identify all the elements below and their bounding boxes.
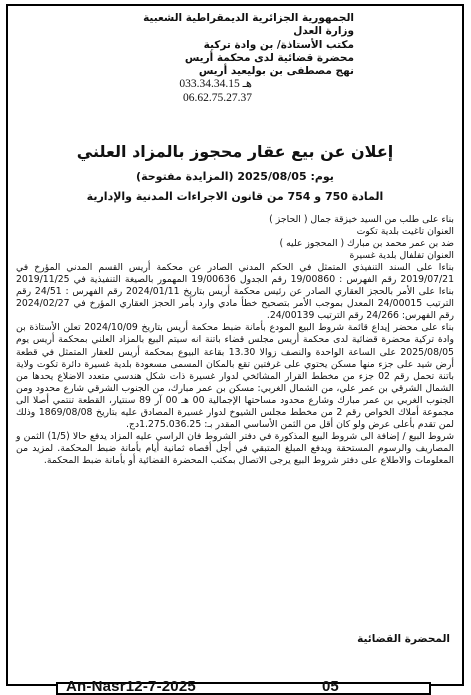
header-mobile: 06.62.75.27.37 (183, 91, 252, 104)
newspaper-name: An-Nasr12-7-2025 (66, 678, 196, 695)
header-ministry: وزارة العدل (293, 25, 354, 38)
enforcement-paragraph: بناءا على السند التنفيذي المتمثل في الحكم المدني الصادر عن محكمة أريس القسم المدني المؤرخ في 2019/07/21 رقم الفهرس : 19/00860 رقم الجدول 19/00636 المهمور بالصيغة التنفيذية في 2019/11/25 بناءا على الأمر بالحجز العقاري الصادر عن رئيس محكمة أريس بتاريخ 2024/01/11 رقم الفهرس : 24/51 رقم الترتيب 24/00015 المعدل بموجب الأمر بتصحيح خطأ مادي وارد بأمر الحجز العقاري المؤرخ في 2024/02/27 رقم الفهرس: 24/266 رقم الترتيب 24/00139. (16, 262, 455, 322)
requester-line: بناء على طلب من السيد خيزقة جمال ( الحاجز ) (269, 214, 454, 225)
notice-body (16, 214, 454, 467)
debtor-address: العنوان تفلفال بلدية غسيرة (349, 250, 454, 262)
notice-title: إعلان عن بيع عقار محجوز بالمزاد العلني (76, 142, 394, 161)
conditions-paragraph: شروط البيع / إضافة الى شروط البيع المذكورة في دفتر الشروط فان الراسي عليه المزاد يدفع حالا (1/5) الثمن و المصاريف والرسوم المستحقة ويدفع المبلغ المتبقي في أجل أقصاه ثمانية أيام بأمانة ضبط المحكمة. لمزيد من المعلومات والاطلاع على دفتر شروط البيع يرجى الاتصال بمكتب المحضرة القضائية أو بأمانة ضبط المحكمة. (16, 430, 454, 466)
header-office: مكتب الأستاذة/ بن وادة تركية (203, 38, 354, 51)
requester-address: العنوان تاغيت بلدية تكوت (356, 226, 454, 238)
bailiff-office-header (16, 12, 454, 140)
page-number: 05 (322, 678, 339, 695)
header-court: محضرة قضائية لدى محكمة أريس (184, 51, 354, 64)
header-address: نهج مصطفى بن بوليعيد أريس (198, 65, 354, 78)
notice-page (6, 4, 464, 686)
law-reference: المادة 750 و 754 من قانون الاجراءات المدنية والإدارية (86, 190, 384, 203)
signature-label: المحضرة القضائية (357, 633, 450, 645)
auction-date: يوم: 2025/08/05 (المزايدة مفتوحة) (136, 170, 334, 183)
debtor-line: ضد بن عمر محمد بن مبارك ( المحجوز عليه ) (279, 238, 454, 250)
header-phone: هـ 033.34.34.15 (179, 78, 252, 91)
header-republic: الجمهورية الجزائرية الديمقراطية الشعبية (143, 12, 354, 24)
sale-paragraph: بناء على محضر إيداع قائمة شروط البيع المودع بأمانة ضبط محكمة أريس بتاريخ 2024/10/09 تعلن الأستاذة بن وادة تركية محضرة قضائية لدى محكمة أريس مجلس قضاء باتنة انه سيتم البيع بالمزاد العلني بمحكمة أريس يوم 2025/08/05 على الساعة الواحدة والنصف زوالا 13.30 بقاعة البيوع بمحكمة أريس للعقار المتمثل في قطعة أرض شيد على جزء منها مسكن يحتوي على غرفتين تقع بالمكان المسمى مسعودة بلدية غسيرة دائرة تكوت ولاية باتنة تحمل رقم 02 جزء من مخطط القرار المشائخي لدوار غسيرة ذات شكل هندسي متعدد الاضلاع يحدها من الشمال الشرقي بن عمر علي، من الشمال الغربي: مسكن بن عمر مبارك، من الجنوب الشرقي شارع محدود ومن الجنوب الغربي بن عمر مبارك وشارع محدود مساحتها الإجمالية 00 هـ 00 آر 89 سنتيار، القطعة تنتمي أصلا الى مجموعة أملاك الخواص رقم 2 من مخطط مجلس الشيوخ لدوار غسيرة المصادق عليه بتاريخ 1869/08/08 وذلك لمن تقدم بأعلى عرض ولو كان أقل من الثمن الأساسي المقدر بـ: 1.275.036.25دج. (16, 322, 455, 430)
